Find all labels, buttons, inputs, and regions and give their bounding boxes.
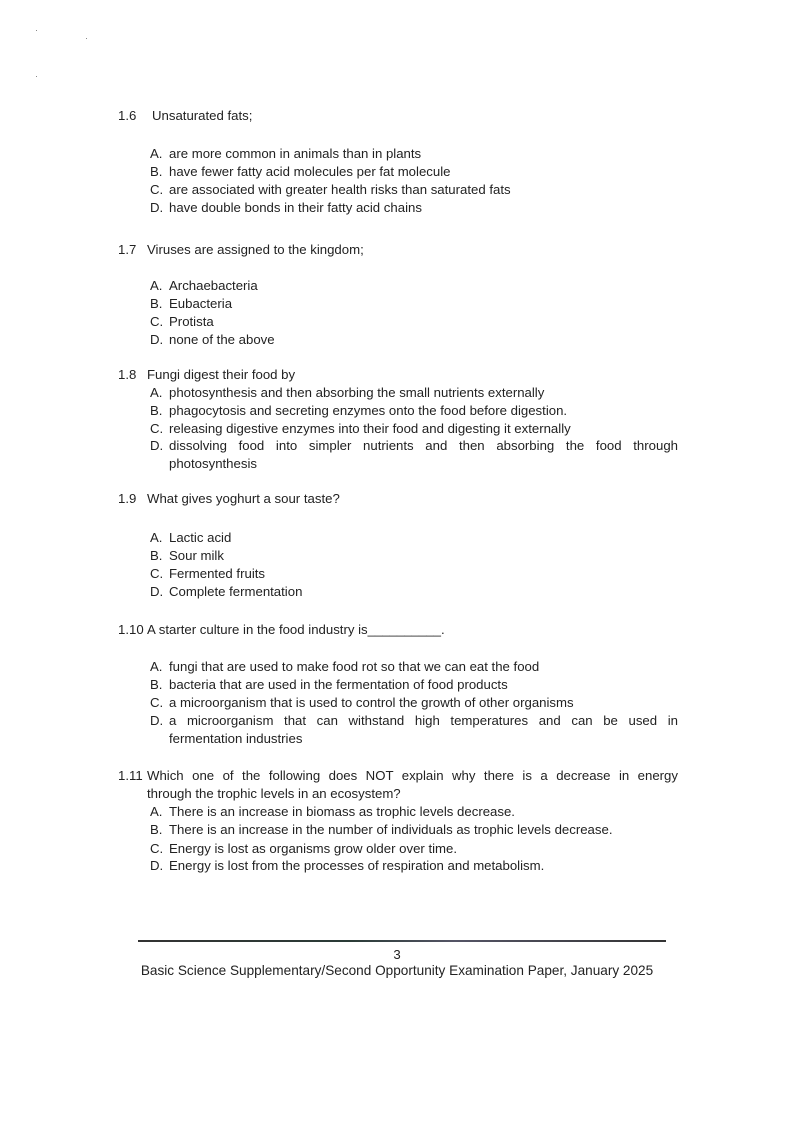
option-letter: D. [150, 858, 164, 873]
option-letter: A. [150, 385, 163, 400]
option-letter: D. [150, 332, 164, 347]
option-text: There is an increase in the number of individuals as trophic levels decrease. [169, 822, 613, 837]
page-number: 3 [393, 947, 401, 962]
footer-rule [138, 940, 666, 942]
option-text: Energy is lost as organisms grow older over time. [169, 841, 458, 856]
scan-speck [86, 38, 87, 39]
scan-speck [36, 30, 37, 31]
question-text: A starter culture in the food industry is__________. [147, 622, 445, 637]
option-letter: C. [150, 841, 164, 856]
question-text: Which one of the following does NOT explain why there is a decrease in energy [147, 768, 678, 783]
option-letter: D. [150, 200, 164, 215]
option-letter: C. [150, 182, 164, 197]
option-text: There is an increase in biomass as trophic levels decrease. [169, 804, 515, 819]
question-text: Unsaturated fats; [152, 108, 253, 123]
option-text: have fewer fatty acid molecules per fat molecule [169, 164, 451, 179]
option-letter: A. [150, 146, 163, 161]
question-text: What gives yoghurt a sour taste? [147, 491, 340, 506]
option-letter: D. [150, 438, 164, 453]
option-text: fungi that are used to make food rot so that we can eat the food [169, 659, 540, 674]
question-number: 1.10 [118, 622, 144, 637]
option-text: phagocytosis and secreting enzymes onto the food before digestion. [169, 403, 568, 418]
option-letter: B. [150, 403, 163, 418]
option-text: Energy is lost from the processes of respiration and metabolism. [169, 858, 545, 873]
option-text: a microorganism that is used to control the growth of other organisms [169, 695, 574, 710]
option-text: Archaebacteria [169, 278, 258, 293]
option-letter: A. [150, 804, 163, 819]
option-text: Protista [169, 314, 214, 329]
option-letter: C. [150, 314, 164, 329]
option-text: none of the above [169, 332, 275, 347]
option-text: photosynthesis and then absorbing the small nutrients externally [169, 385, 545, 400]
option-letter: C. [150, 695, 164, 710]
option-letter: C. [150, 566, 164, 581]
question-text: Viruses are assigned to the kingdom; [147, 242, 364, 257]
option-letter: B. [150, 822, 163, 837]
option-letter: A. [150, 659, 163, 674]
option-letter: B. [150, 296, 163, 311]
option-text: are more common in animals than in plants [169, 146, 422, 161]
option-letter: C. [150, 421, 164, 436]
option-text: are associated with greater health risks than saturated fats [169, 182, 511, 197]
option-letter: B. [150, 548, 163, 563]
question-number: 1.8 [118, 367, 137, 382]
option-text: Complete fermentation [169, 584, 303, 599]
option-text: Lactic acid [169, 530, 232, 545]
option-text: Sour milk [169, 548, 224, 563]
option-letter: A. [150, 530, 163, 545]
option-letter: A. [150, 278, 163, 293]
option-text: have double bonds in their fatty acid chains [169, 200, 422, 215]
scan-speck [36, 76, 37, 77]
option-text: Fermented fruits [169, 566, 266, 581]
option-text: bacteria that are used in the fermentation of food products [169, 677, 508, 692]
option-letter: D. [150, 713, 164, 728]
question-number: 1.7 [118, 242, 137, 257]
question-text-continued: through the trophic levels in an ecosystem? [147, 786, 401, 801]
question-number: 1.6 [118, 108, 137, 123]
option-letter: B. [150, 164, 163, 179]
question-number: 1.11 [118, 768, 143, 783]
footer-text: Basic Science Supplementary/Second Opportunity Examination Paper, January 2025 [140, 963, 654, 978]
option-text: releasing digestive enzymes into their food and digesting it externally [169, 421, 571, 436]
option-text-continued: fermentation industries [169, 731, 303, 746]
question-number: 1.9 [118, 491, 137, 506]
option-letter: B. [150, 677, 163, 692]
option-letter: D. [150, 584, 164, 599]
option-text-continued: photosynthesis [169, 456, 257, 471]
question-text: Fungi digest their food by [147, 367, 296, 382]
option-text: a microorganism that can withstand high temperatures and can be used in [169, 713, 678, 728]
option-text: Eubacteria [169, 296, 233, 311]
option-text: dissolving food into simpler nutrients and then absorbing the food through [169, 438, 678, 453]
